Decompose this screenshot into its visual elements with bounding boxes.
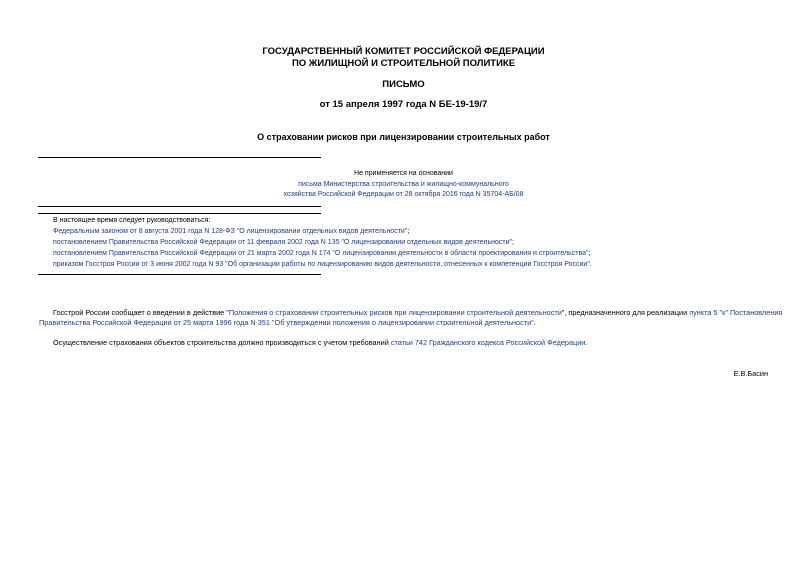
document-date: от 15 апреля 1997 года N БЕ-19-19/7 bbox=[319, 99, 488, 110]
link-resolution-351[interactable]: Правительства Российской Федерации от 25 марта 1996 года N 351 "Об утверждении положения о лицензировании строительной деятельности" bbox=[39, 318, 534, 327]
divider-status-1 bbox=[38, 206, 321, 207]
guidance-item: Федеральным законом от 8 августа 2001 года N 128-ФЗ "О лицензировании отдельных видов деятельности"; bbox=[53, 228, 410, 235]
paragraph-1-line1: Госстрой России сообщает о введении в действие "Положения о страховании строительных рисков при лицензировании строительной деятельности", предназначенного для реализации пункта 5 "к" Постановления bbox=[53, 308, 783, 317]
guidance-item: постановлением Правительства Российской Федерации от 11 февраля 2002 года N 135 "О лицензировании отдельных видов деятельности"; bbox=[53, 239, 514, 246]
guidance-item: приказом Госстроя России от 3 июня 2002 года N 93 "Об организации работы по лицензированию видов деятельности, отнесенных к компетенции Госстроя России". bbox=[53, 261, 592, 268]
paragraph-2: Осуществление страхования объектов строительства должно производиться с учетом требований статьи 742 Гражданского кодекса Российской Федерации. bbox=[53, 338, 588, 347]
status-note-link-line1[interactable]: письма Министерства строительства и жилищно-коммунального bbox=[298, 181, 509, 188]
paragraph-1-line2: Правительства Российской Федерации от 25 марта 1996 года N 351 "Об утверждении положения о лицензировании строительной деятельности". bbox=[39, 318, 536, 327]
document-type: ПИСЬМО bbox=[382, 79, 425, 90]
document-title: О страховании рисков при лицензировании строительных работ bbox=[257, 132, 550, 142]
link-civil-code-742[interactable]: статьи 742 Гражданского кодекса Российской Федерации bbox=[390, 338, 586, 347]
divider-top bbox=[38, 157, 321, 158]
guidance-link-resolution-174[interactable]: постановлением Правительства Российской Федерации от 21 марта 2002 года N 174 "О лицензировании деятельности в области проектирования и строительства" bbox=[53, 250, 589, 257]
org-name-line1: ГОСУДАРСТВЕННЫЙ КОМИТЕТ РОССИЙСКОЙ ФЕДЕРАЦИИ bbox=[262, 46, 545, 57]
guidance-link-law-128[interactable]: Федеральным законом от 8 августа 2001 года N 128-ФЗ "О лицензировании отдельных видов деятельности" bbox=[53, 228, 408, 235]
guidance-link-order-93[interactable]: приказом Госстроя России от 3 июня 2002 года N 93 "Об организации работы по лицензированию видов деятельности, отнесенных к компетенции Госстроя России" bbox=[53, 261, 590, 268]
divider-status-2 bbox=[38, 213, 321, 214]
signature: Е.В.Басин bbox=[733, 369, 768, 378]
link-regulation-insurance[interactable]: Положения о страховании строительных рисков при лицензировании строительной деятельности bbox=[228, 308, 562, 317]
status-note-link-line2[interactable]: хозяйства Российской Федерации от 28 октября 2016 года N 35704-АБ/08 bbox=[283, 191, 524, 198]
link-clause-5k[interactable]: пункта 5 "к" Постановления bbox=[689, 308, 783, 317]
guidance-link-resolution-135[interactable]: постановлением Правительства Российской Федерации от 11 февраля 2002 года N 135 "О лицензировании отдельных видов деятельности" bbox=[53, 239, 512, 246]
org-name-line2: ПО ЖИЛИЩНОЙ И СТРОИТЕЛЬНОЙ ПОЛИТИКЕ bbox=[291, 58, 516, 69]
guidance-item: постановлением Правительства Российской Федерации от 21 марта 2002 года N 174 "О лицензировании деятельности в области проектирования и строительства"; bbox=[53, 250, 591, 257]
divider-guidance bbox=[38, 274, 321, 275]
status-note: Не применяется на основании bbox=[354, 170, 453, 177]
guidance-intro: В настоящее время следует руководствоваться: bbox=[53, 217, 211, 224]
